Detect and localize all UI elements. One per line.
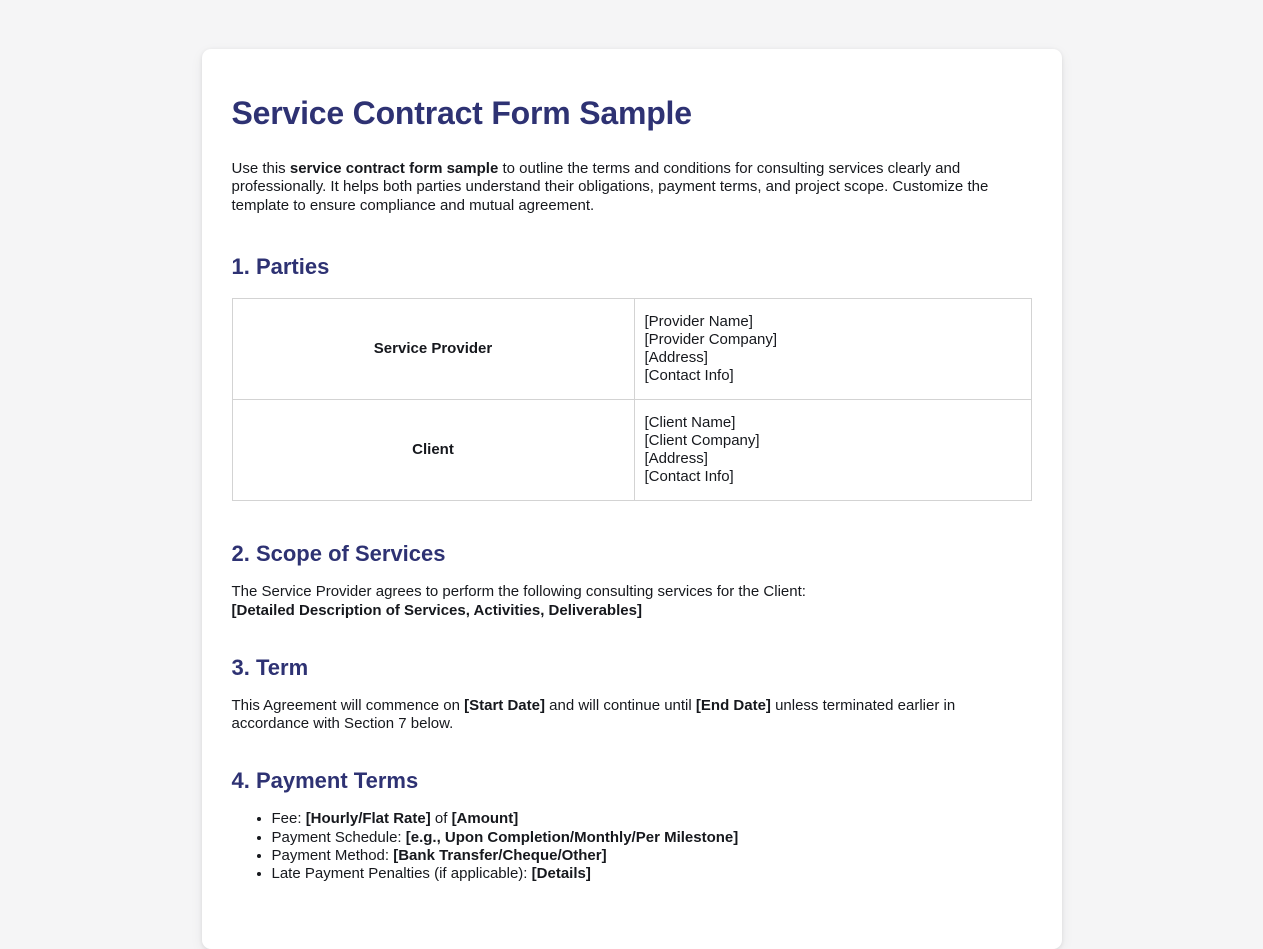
party-details-cell [634, 298, 1031, 399]
party-detail-line: [Contact Info] [644, 366, 734, 384]
scope-placeholder: [Detailed Description of Services, Activities, Deliverables] [231, 601, 642, 619]
list-item [272, 810, 1032, 828]
party-detail-line: [Contact Info] [644, 467, 734, 485]
payment-item-label: Payment Schedule: [271, 828, 406, 846]
list-item [272, 847, 1032, 865]
payment-item-value: [Hourly/Flat Rate] [305, 810, 431, 828]
parties-table [232, 298, 1032, 501]
payment-item-label: Payment Method: [271, 847, 394, 865]
payment-item-value: [Details] [531, 865, 591, 883]
term-start-date: [Start Date] [464, 696, 545, 714]
party-detail-line: [Provider Company] [644, 330, 778, 348]
table-row [232, 399, 1031, 500]
scope-paragraph [232, 583, 1032, 620]
party-detail-line: [Client Name] [644, 413, 736, 431]
section-heading-scope: 2. Scope of Services [231, 540, 446, 566]
list-item [272, 865, 1032, 883]
list-item [272, 829, 1032, 847]
payment-item-value-2: [Amount] [451, 810, 519, 828]
intro-text-part2: to outline the terms and conditions for consulting services clearly and professionally. It helps both parties understand their obligations, payment terms, and project scope. Customize the template to ensure compliance and mutual agreement. [231, 159, 989, 214]
payment-item-label-2: of [430, 810, 452, 828]
party-detail-line: [Provider Name] [644, 312, 753, 330]
payment-item-label: Late Payment Penalties (if applicable): [271, 865, 532, 883]
page-title: Service Contract Form Sample [231, 95, 692, 131]
term-paragraph [232, 697, 1032, 734]
table-row [232, 298, 1031, 399]
term-text-2: and will continue until [544, 696, 696, 714]
section-heading-term: 3. Term [231, 654, 309, 680]
payment-terms-list [232, 810, 1032, 883]
section-heading-payment: 4. Payment Terms [231, 768, 419, 794]
payment-item-label: Fee: [271, 810, 306, 828]
intro-paragraph [232, 160, 1032, 216]
document-card [202, 49, 1062, 949]
scope-intro-line: The Service Provider agrees to perform the following consulting services for the Client: [231, 583, 806, 601]
section-heading-parties: 1. Parties [231, 253, 330, 279]
party-details-cell [634, 399, 1031, 500]
term-text-1: This Agreement will commence on [231, 696, 465, 714]
party-detail-line: [Address] [644, 348, 708, 366]
intro-text-part1: Use this [231, 159, 290, 177]
payment-item-value: [Bank Transfer/Cheque/Other] [393, 847, 607, 865]
term-text-3: unless terminated earlier in accordance with Section 7 below. [231, 696, 956, 733]
term-end-date: [End Date] [695, 696, 771, 714]
party-role-label: Client [232, 399, 634, 500]
party-role-label: Service Provider [232, 298, 634, 399]
document-content [232, 95, 1032, 884]
party-detail-line: [Client Company] [644, 431, 760, 449]
intro-bold-phrase: service contract form sample [289, 159, 499, 177]
payment-item-value: [e.g., Upon Completion/Monthly/Per Milestone] [405, 828, 739, 846]
party-detail-line: [Address] [644, 449, 708, 467]
